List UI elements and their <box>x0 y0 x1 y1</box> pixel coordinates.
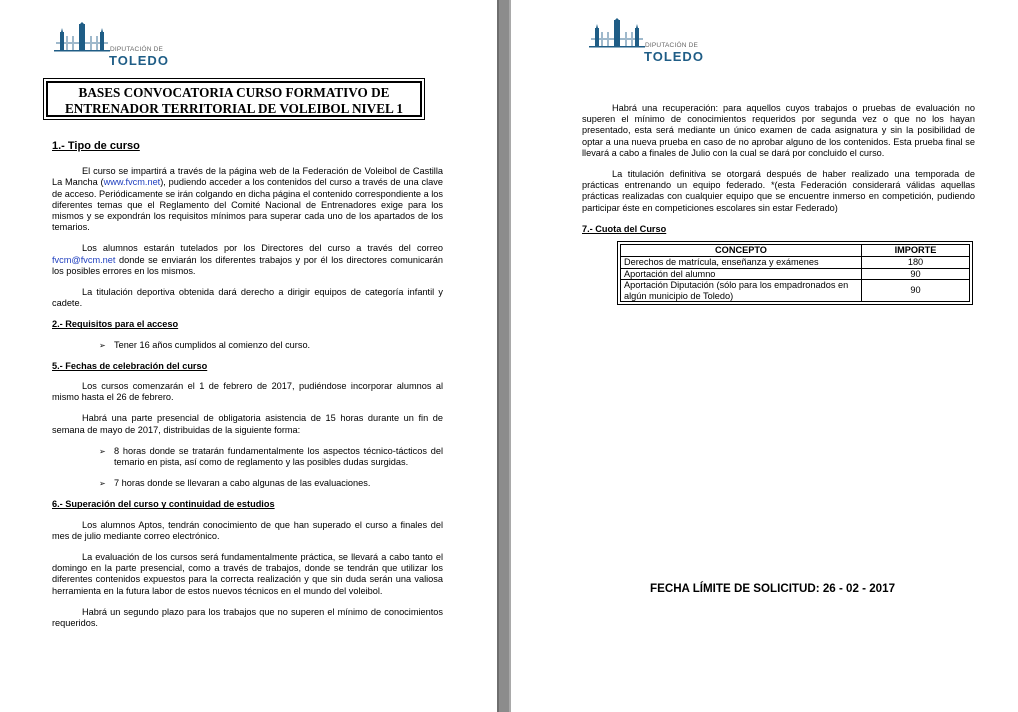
column-header-amount: IMPORTE <box>862 245 970 257</box>
fvcm-email-link[interactable]: fvcm@fvcm.net <box>52 254 116 265</box>
alcazar-logo-icon <box>52 22 112 56</box>
diputacion-toledo-logo <box>587 18 727 64</box>
section1-paragraph2 <box>52 243 443 277</box>
section6-paragraph1: Los alumnos Aptos, tendrán conocimiento de que han superado el curso a finales del mes de julio mediante correo electrónico. <box>52 519 443 541</box>
arrow-bullet-icon: ➢ <box>99 446 106 456</box>
title-line2: ENTRENADOR TERRITORIAL DE VOLEIBOL NIVEL 1 <box>65 101 403 116</box>
list-item <box>52 340 443 351</box>
section5-paragraph1: Los cursos comenzarán el 1 de febrero de 2017, pudiéndose incorporar alumnos al mismo hasta el 26 de febrero. <box>52 381 443 403</box>
fee-amount: 180 <box>862 257 970 269</box>
list-item-text: Tener 16 años cumplidos al comienzo del curso. <box>114 339 311 350</box>
section1-heading: 1.- Tipo de curso <box>52 140 140 152</box>
fee-amount: 90 <box>862 268 970 280</box>
section2-list <box>52 340 443 351</box>
section5-heading: 5.- Fechas de celebración del curso <box>52 360 208 371</box>
column-header-concept: CONCEPTO <box>621 245 862 257</box>
arrow-bullet-icon: ➢ <box>99 340 106 350</box>
logo-line2: TOLEDO <box>644 49 704 64</box>
alcazar-logo-icon <box>587 18 647 52</box>
fvcm-website-link[interactable]: www.fvcm.net <box>103 177 161 188</box>
title-line1: BASES CONVOCATORIA CURSO FORMATIVO DE <box>78 85 390 100</box>
table-row <box>621 268 970 280</box>
list-item-text: 8 horas donde se tratarán fundamentalmente los aspectos técnico-tácticos del temario en pista, así como de reglamento y las posibles dudas surgidas. <box>114 445 443 468</box>
page-separator <box>497 0 511 712</box>
section6-paragraph3: Habrá un segundo plazo para los trabajos que no superen el mínimo de conocimientos requeridos. <box>52 606 443 629</box>
logo-line1: DIPUTACIÓN DE <box>645 42 699 49</box>
application-deadline: FECHA LÍMITE DE SOLICITUD: 26 - 02 - 2017 <box>650 582 896 595</box>
fee-concept: Aportación del alumno <box>621 268 862 280</box>
section1-p2-text-b: donde se enviarán los diferentes trabajos y por él los directores comunicarán los posibles errores en los mismos. <box>52 254 443 276</box>
section5-list <box>52 446 443 490</box>
section1-p1-text-b: ), pudiendo acceder a los contenidos del curso a través de una clave de acceso. Periódicamente se irán colgando en dicha página el contenido correspondiente a los diferentes temas que el Reglamento del Comité Nacional de Entrenadores exige para los mismos y se expondrán los requisitos mínimos para superar cada uno de los apartados de los temarios. <box>52 177 443 233</box>
section1-p1-text-a: El curso se impartirá a través de la página web de la Federación de Voleibol de Castilla La Mancha ( <box>52 166 443 188</box>
list-item <box>52 446 443 468</box>
logo-line1: DIPUTACIÓN DE <box>110 46 164 53</box>
fee-table <box>620 244 970 302</box>
section1-paragraph3: La titulación deportiva obtenida dará derecho a dirigir equipos de categoría infantil y cadete. <box>52 287 443 309</box>
certification-paragraph: La titulación definitiva se otorgará después de haber realizado una temporada de prácticas entrenando un equipo federado. *(esta Federación considerará válidas aquellas prácticas realizadas con cualquier equipo que se encuentre inmerso en competición, pudiendo participar éste en competiciones escolares sin estar Federado) <box>582 169 975 213</box>
recovery-paragraph: Habrá una recuperación: para aquellos cuyos trabajos o pruebas de evaluación no superen el mínimo de conocimientos requeridos por segunda vez o que no los hayan presentado, esta será mediante un único examen de cada asignatura y sin la posibilidad de optar a una nueva prueba en caso de no aprobar alguno de los contenidos. Esta prueba final se llevará a cabo a finales de Julio con la cual se dará por concluido el curso. <box>582 103 975 158</box>
left-page-content <box>52 141 443 639</box>
fee-concept: Aportación Diputación (sólo para los empadronados en algún municipio de Toledo) <box>621 280 862 302</box>
document-title <box>46 81 422 117</box>
list-item-text: 7 horas donde se llevaran a cabo algunas de las evaluaciones. <box>114 478 371 489</box>
arrow-bullet-icon: ➢ <box>99 479 106 489</box>
section2-heading: 2.- Requisitos para el acceso <box>52 319 179 330</box>
table-row <box>621 280 970 302</box>
fee-amount: 90 <box>862 280 970 302</box>
section1-p2-text-a: Los alumnos estarán tutelados por los Directores del curso a través del correo <box>82 243 443 254</box>
diputacion-toledo-logo <box>52 22 192 68</box>
section5-paragraph2: Habrá una parte presencial de obligatoria asistencia de 15 horas durante un fin de semana de mayo de 2017, distribuidas de la siguiente forma: <box>52 413 443 435</box>
document-page-right <box>511 0 1018 712</box>
section6-heading: 6.- Superación del curso y continuidad de estudios <box>52 499 275 510</box>
list-item <box>52 478 443 489</box>
table-row <box>621 257 970 269</box>
separator-shadow-left <box>497 0 499 712</box>
fee-concept: Derechos de matrícula, enseñanza y exámenes <box>621 257 862 269</box>
section1-paragraph1 <box>52 166 443 233</box>
section7-heading: 7.- Cuota del Curso <box>582 223 667 234</box>
right-page-content <box>582 103 975 302</box>
document-page-left <box>0 0 497 712</box>
section6-paragraph2: La evaluación de los cursos será fundamentalmente práctica, se llevará a cabo tanto el domingo en la parte presencial, como a través de trabajos, donde se tendrán que utilizar los diferentes contenidos expuestos para la correcta realización y que sin duda serán una valiosa herramienta en la futura labor de estos nuevos técnicos en el mundo del voleibol. <box>52 552 443 596</box>
table-header-row <box>621 245 970 257</box>
logo-line2: TOLEDO <box>109 53 169 68</box>
